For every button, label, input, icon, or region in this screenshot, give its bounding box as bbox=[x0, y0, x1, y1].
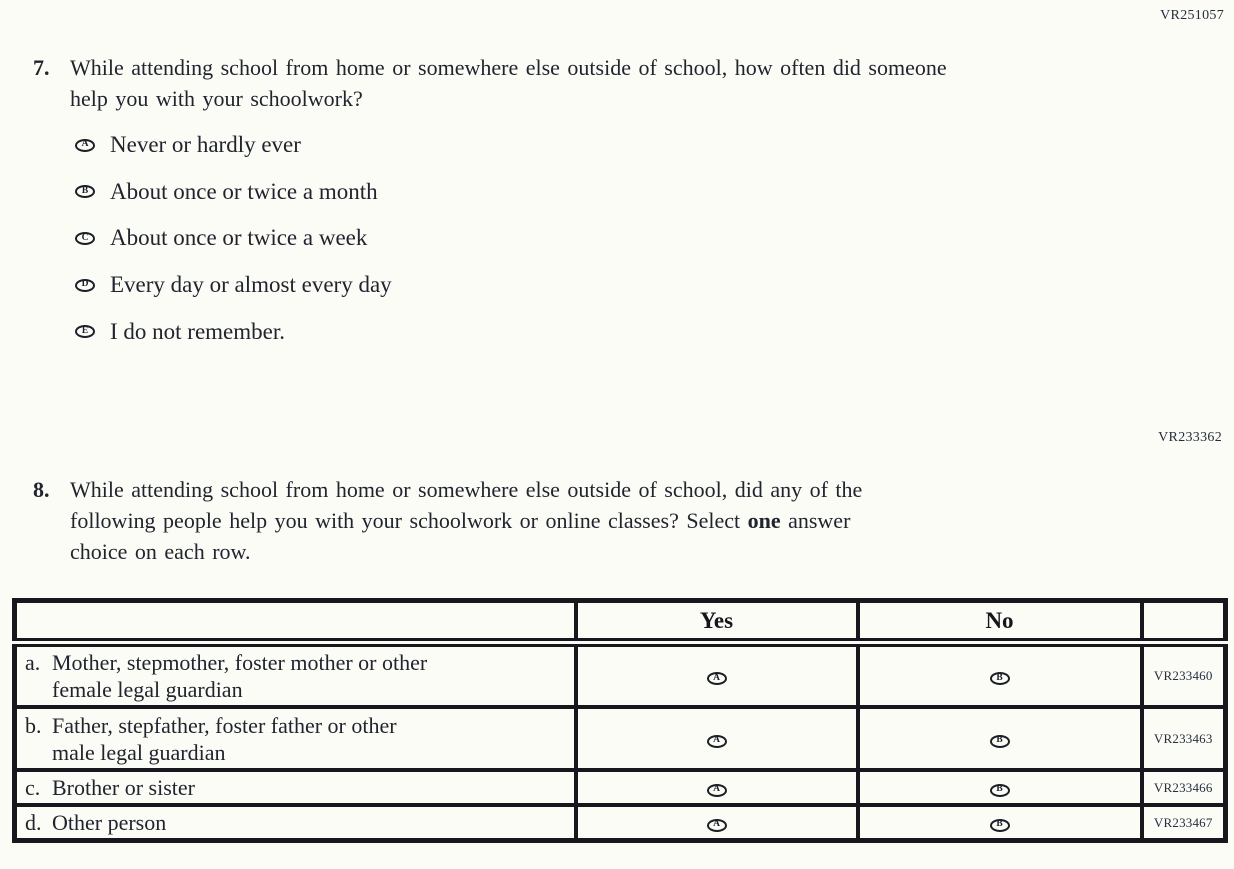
header-yes: Yes bbox=[576, 601, 858, 643]
option-d-bubble[interactable]: D bbox=[75, 279, 95, 292]
option-row-a bbox=[75, 132, 392, 158]
table-row-d bbox=[15, 805, 1226, 841]
row-a-code: VR233460 bbox=[1142, 643, 1226, 708]
option-c-bubble[interactable]: C bbox=[75, 232, 95, 245]
option-row-c bbox=[75, 225, 392, 251]
row-a-yes-cell bbox=[576, 643, 858, 708]
question-8-number: 8. bbox=[33, 477, 50, 502]
question-7-text bbox=[70, 52, 947, 114]
row-d-label-line-1: Other person bbox=[52, 810, 167, 835]
row-a-letter: a. bbox=[25, 650, 41, 675]
row-c-code: VR233466 bbox=[1142, 770, 1226, 805]
row-a-no-bubble[interactable]: B bbox=[990, 672, 1010, 685]
option-b-bubble[interactable]: B bbox=[75, 185, 95, 198]
row-b-letter: b. bbox=[25, 712, 42, 738]
question-8-line-2-pre: following people help you with your schoolwork or online classes? Select bbox=[70, 508, 748, 533]
option-c-label: About once or twice a week bbox=[110, 225, 368, 251]
row-d-yes-cell bbox=[576, 805, 858, 841]
row-c-yes-cell bbox=[576, 770, 858, 805]
row-a-label-line-1: Mother, stepmother, foster mother or other bbox=[52, 650, 428, 675]
question-7-text-line-2: help you with your schoolwork? bbox=[70, 86, 363, 111]
row-a-yes-bubble[interactable]: A bbox=[707, 672, 727, 685]
question-7-number: 7. bbox=[33, 55, 50, 80]
row-d-label-cell bbox=[15, 805, 576, 841]
option-row-e bbox=[75, 319, 392, 345]
question-8-line-2-bold: one bbox=[747, 508, 781, 533]
row-c-no-cell bbox=[858, 770, 1142, 805]
row-c-no-bubble[interactable]: B bbox=[990, 784, 1010, 797]
option-row-d bbox=[75, 272, 392, 298]
header-no: No bbox=[858, 601, 1142, 643]
header-blank-code bbox=[1142, 601, 1226, 643]
question-8-text-line-3: choice on each row. bbox=[70, 539, 251, 564]
question-8-text-line-2 bbox=[70, 505, 862, 536]
question-7-text-line-1: While attending school from home or somewhere else outside of school, how often did someone bbox=[70, 55, 947, 80]
question-7 bbox=[33, 52, 1123, 114]
header-blank-label bbox=[15, 601, 576, 643]
row-d-label bbox=[52, 809, 166, 836]
row-a-label-cell bbox=[15, 643, 576, 708]
row-b-no-bubble[interactable]: B bbox=[990, 735, 1010, 748]
row-b-code: VR233463 bbox=[1142, 707, 1226, 770]
row-a-label-line-2: female legal guardian bbox=[52, 677, 243, 702]
row-b-label bbox=[52, 712, 397, 766]
form-code-top: VR251057 bbox=[1160, 8, 1224, 23]
row-d-code: VR233467 bbox=[1142, 805, 1226, 841]
table-row-a bbox=[15, 643, 1226, 708]
question-8 bbox=[33, 474, 1123, 567]
row-c-label bbox=[52, 774, 195, 801]
question-8-text-line-1: While attending school from home or somewhere else outside of school, did any of the bbox=[70, 477, 863, 502]
row-c-letter: c. bbox=[25, 775, 41, 800]
question-8-line-2-post: answer bbox=[780, 508, 851, 533]
option-e-bubble[interactable]: E bbox=[75, 325, 95, 338]
question-8-text bbox=[70, 474, 862, 567]
row-c-yes-bubble[interactable]: A bbox=[707, 784, 727, 797]
row-b-yes-cell bbox=[576, 707, 858, 770]
table-row-b bbox=[15, 707, 1226, 770]
option-e-label: I do not remember. bbox=[110, 318, 286, 344]
option-row-b bbox=[75, 179, 392, 205]
question-7-options bbox=[75, 132, 392, 365]
option-b-label: About once or twice a month bbox=[110, 178, 378, 204]
row-a-no-cell bbox=[858, 643, 1142, 708]
table-header-row bbox=[15, 601, 1226, 643]
row-b-yes-bubble[interactable]: A bbox=[707, 735, 727, 748]
row-a-label bbox=[52, 649, 427, 703]
row-c-label-line-1: Brother or sister bbox=[52, 775, 195, 800]
row-d-yes-bubble[interactable]: A bbox=[707, 819, 727, 832]
row-b-label-line-2: male legal guardian bbox=[52, 739, 226, 765]
option-d-label: Every day or almost every day bbox=[110, 272, 392, 298]
form-code-q8: VR233362 bbox=[1158, 430, 1222, 445]
option-a-label: Never or hardly ever bbox=[110, 132, 301, 157]
row-d-no-cell bbox=[858, 805, 1142, 841]
q8-response-table bbox=[12, 598, 1228, 843]
option-a-bubble[interactable]: A bbox=[75, 139, 95, 152]
row-b-label-line-1: Father, stepfather, foster father or other bbox=[52, 712, 397, 738]
row-d-letter: d. bbox=[25, 810, 42, 835]
row-c-label-cell bbox=[15, 770, 576, 805]
row-d-no-bubble[interactable]: B bbox=[990, 819, 1010, 832]
table-row-c bbox=[15, 770, 1226, 805]
row-b-label-cell bbox=[15, 707, 576, 770]
row-b-no-cell bbox=[858, 707, 1142, 770]
